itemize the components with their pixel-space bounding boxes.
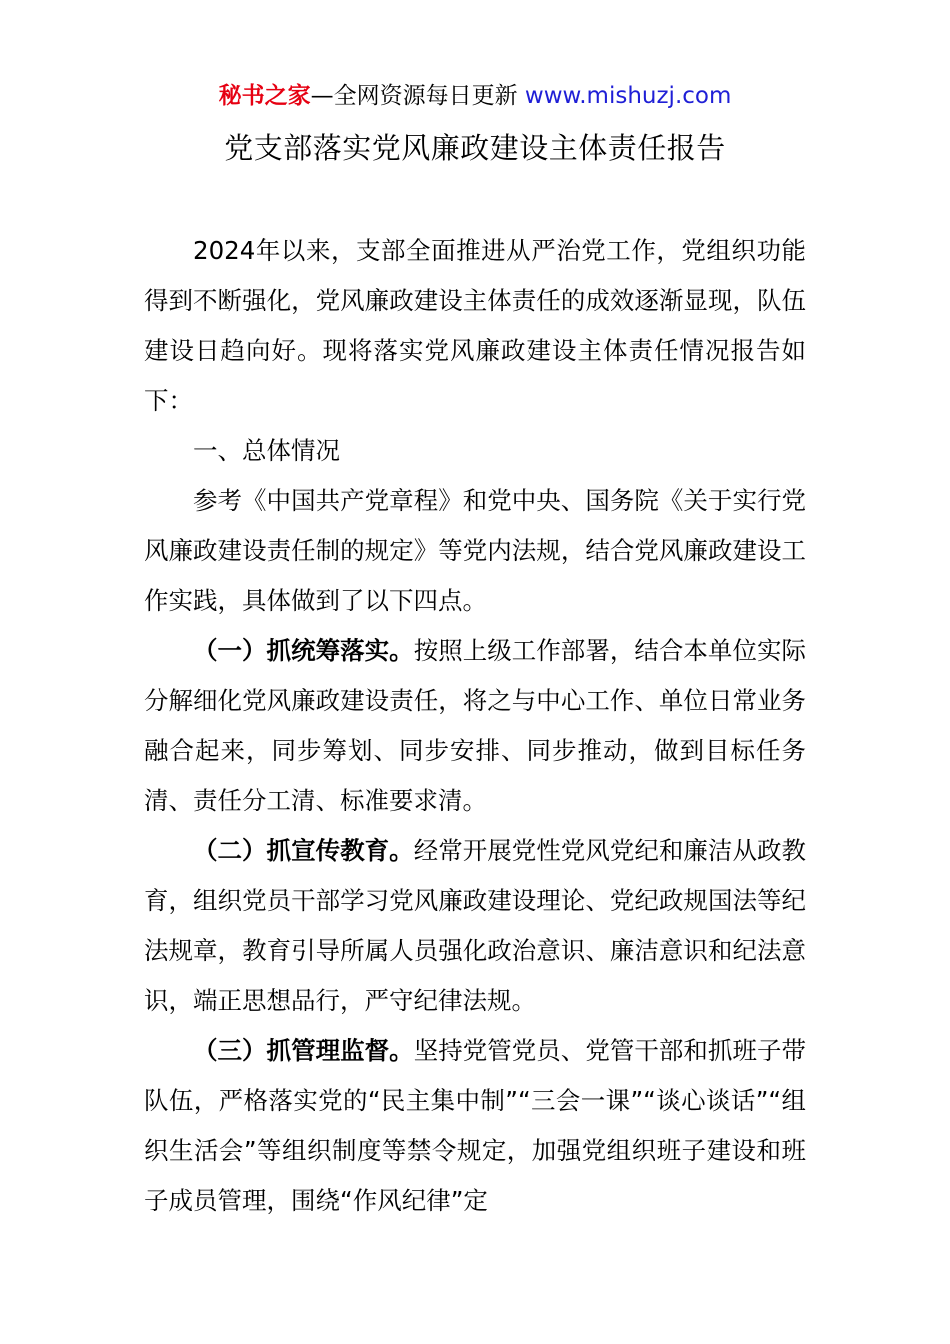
item-lead-1: （一）抓统筹落实。 xyxy=(193,636,414,665)
section-heading-overview: 一、总体情况 xyxy=(193,436,340,465)
brand-name: 秘书之家 xyxy=(218,83,311,109)
item-text-2: 经常开展党性党风党纪和廉洁从政教育，组织党员干部学习党风廉政建设理论、党纪政规国法等纪法规章，教育引导所属人员强化政治意识、廉洁意识和纪法意识，端正思想品行，严守纪律法规。 xyxy=(144,836,806,1015)
item-paragraph-1 xyxy=(144,626,806,826)
item-paragraph-3 xyxy=(144,1026,806,1226)
header-tagline: —全网资源每日更新 xyxy=(310,83,525,109)
site-url-link[interactable]: www.mishuzj.com xyxy=(524,83,732,109)
item-lead-2: （二）抓宣传教育。 xyxy=(193,836,414,865)
item-text-1: 按照上级工作部署，结合本单位实际分解细化党风廉政建设责任，将之与中心工作、单位日常业务融合起来，同步筹划、同步安排、同步推动，做到目标任务清、责任分工清、标准要求清。 xyxy=(144,636,806,815)
document-title: 党支部落实党风廉政建设主体责任报告 xyxy=(224,131,726,165)
item-text-3: 坚持党管党员、党管干部和抓班子带队伍，严格落实党的“民主集中制”“三会一课”“谈心谈话”“组织生活会”等组织制度等禁令规定，加强党组织班子建设和班子成员管理，围绕“作风纪律”定 xyxy=(144,1036,806,1215)
intro-paragraph: 2024年以来，支部全面推进从严治党工作，党组织功能得到不断强化，党风廉政建设主体责任的成效逐渐显现，队伍建设日趋向好。现将落实党风廉政建设主体责任情况报告如下： xyxy=(144,236,806,415)
site-header xyxy=(0,80,950,112)
item-paragraph-2 xyxy=(144,826,806,1026)
item-lead-3: （三）抓管理监督。 xyxy=(193,1036,414,1065)
overview-paragraph: 参考《中国共产党章程》和党中央、国务院《关于实行党风廉政建设责任制的规定》等党内法规，结合党风廉政建设工作实践，具体做到了以下四点。 xyxy=(144,486,806,615)
document-body xyxy=(144,226,806,1226)
